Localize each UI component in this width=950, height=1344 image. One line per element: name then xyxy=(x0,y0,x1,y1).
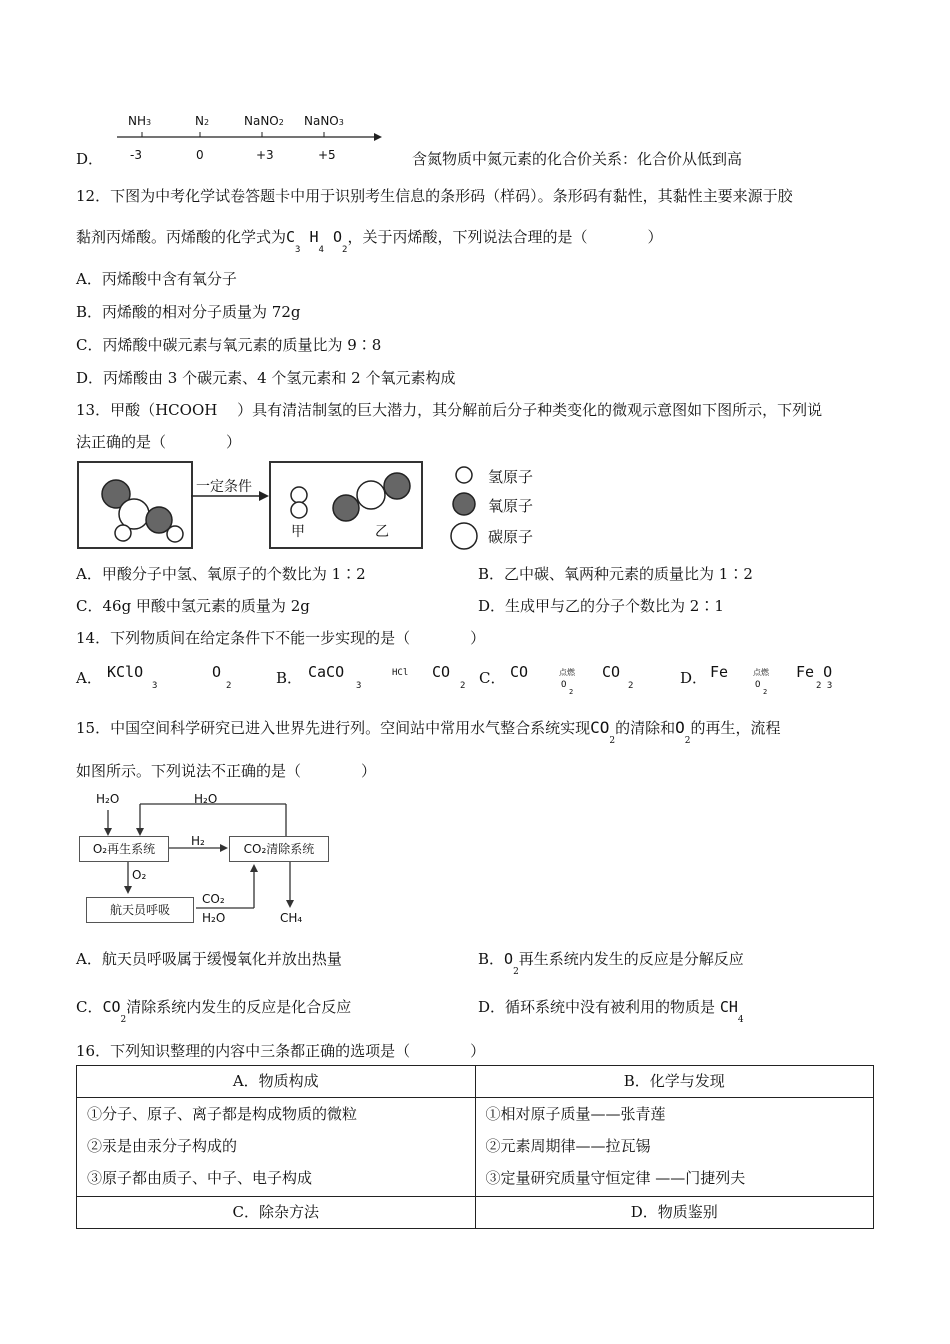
q12-option-a: A．丙烯酸中含有氧分子 xyxy=(76,270,237,288)
table-b-item: ①相对原子质量——张青莲 xyxy=(485,1105,666,1123)
valence-nano2: +3 xyxy=(256,148,274,162)
q14-d-label: D． xyxy=(680,669,708,687)
axis-item-nh3: NH3 xyxy=(128,114,152,128)
q13-option-a: A．甲酸分子中氢、氧原子的个数比为 1∶2 xyxy=(76,565,366,583)
valence-nh3: -3 xyxy=(130,148,142,162)
q14-b-to-sub: 2 xyxy=(460,681,466,691)
legend-hydrogen: 氢原子 xyxy=(488,468,534,486)
legend-carbon: 碳原子 xyxy=(488,528,534,546)
q15-stem-line1: 15．中国空间科学研究已进入世界先进行列。空间站中常用水气整合系统实现$CO_2$的清除和$O_2$的再生，流程 xyxy=(76,718,781,746)
q14-d-condition-sub: 2 xyxy=(763,688,768,696)
q14-c-label: C． xyxy=(479,669,506,687)
axis-item-n2: N2 xyxy=(195,114,210,128)
table-a-item: ①分子、原子、离子都是构成物质的微粒 xyxy=(87,1105,358,1123)
acrylic-acid-formula: $C_3$ $H_4$ $O_2$ xyxy=(286,228,348,255)
q13-option-c: C．46g 甲酸中氢元素的质量为 2g xyxy=(76,597,310,615)
o2-regeneration-system: O₂再生系统 xyxy=(79,836,169,862)
q14-a-label: A． xyxy=(76,669,102,687)
table-head-c: C．除杂方法 xyxy=(77,1197,476,1229)
q11-caption: 含氮物质中氮元素的化合价关系：化合价从低到高 xyxy=(412,150,743,168)
table-head-b: B．化学与发现 xyxy=(475,1066,874,1098)
q16-stem: 16．下列知识整理的内容中三条都正确的选项是（ ） xyxy=(76,1042,486,1060)
valence-n2: 0 xyxy=(196,148,204,162)
flow-h2o-top-mid: H₂O xyxy=(194,792,218,806)
axis-item-nano2: NaNO2 xyxy=(244,114,284,128)
q14-d-from: Fe xyxy=(710,663,729,681)
co2-removal-system: CO₂清除系统 xyxy=(229,836,329,862)
q15-option-d: D．循环系统中没有被利用的物质是 $CH_4$ xyxy=(478,998,744,1025)
valence-nano3: +5 xyxy=(318,148,336,162)
flow-h2-label: H₂ xyxy=(191,834,205,848)
table-cell-b xyxy=(475,1098,874,1197)
flow-h2o-top-left: H₂O xyxy=(96,792,120,806)
q14-b-from-sub: 3 xyxy=(356,681,362,691)
q14-c-condition-sub: 2 xyxy=(569,688,574,696)
q14-c-to: CO xyxy=(602,663,621,681)
q14-b-to: CO xyxy=(432,663,451,681)
q14-c-condition-top: 点燃 xyxy=(559,668,575,677)
q14-a-to-sub: 2 xyxy=(226,681,232,691)
q12-option-d: D．丙烯酸由 3 个碳元素、4 个氢元素和 2 个氧元素构成 xyxy=(76,369,456,387)
q14-d-to: Fe O xyxy=(796,663,833,681)
label-jia: 甲 xyxy=(291,524,305,540)
q14-c-condition-bottom: O xyxy=(561,680,567,690)
q15-stem-line2: 如图所示。下列说法不正确的是（ ） xyxy=(76,762,377,780)
q15-option-c: C．$CO_2$清除系统内发生的反应是化合反应 xyxy=(76,998,352,1025)
table-a-item: ②汞是由汞分子构成的 xyxy=(87,1137,238,1155)
flow-co2-label: CO₂ xyxy=(202,892,225,906)
q11-option-d-label: D． xyxy=(76,150,104,168)
q14-c-to-sub: 2 xyxy=(628,681,634,691)
table-b-item: ②元素周期律——拉瓦锡 xyxy=(485,1137,651,1155)
q13-stem-line2: 法正确的是（ ） xyxy=(76,433,242,451)
q15-option-b: B．$O_2$再生系统内发生的反应是分解反应 xyxy=(478,950,744,977)
label-yi: 乙 xyxy=(375,524,389,540)
q12-option-c: C．丙烯酸中碳元素与氧元素的质量比为 9∶8 xyxy=(76,336,382,354)
flow-o2-label: O₂ xyxy=(132,868,147,882)
table-a-item: ③原子都由质子、中子、电子构成 xyxy=(87,1169,313,1187)
q12-stem-prefix: 黏剂丙烯酸。丙烯酸的化学式为 xyxy=(76,228,287,246)
q14-a-from-sub: 3 xyxy=(152,681,158,691)
q14-a-to: O xyxy=(212,663,222,681)
q14-c-from: CO xyxy=(510,663,529,681)
flow-h2o-bottom: H₂O xyxy=(202,911,226,925)
astronaut-respiration: 航天员呼吸 xyxy=(86,897,194,923)
product-box xyxy=(269,461,423,549)
legend-oxygen: 氧原子 xyxy=(488,497,534,515)
table-cell-a xyxy=(77,1098,476,1197)
knowledge-table xyxy=(76,1065,874,1229)
q14-b-label: B． xyxy=(276,669,303,687)
table-head-a: A．物质构成 xyxy=(77,1066,476,1098)
q12-stem-suffix: ，关于丙烯酸，下列说法合理的是（ ） xyxy=(347,228,663,246)
table-head-d: D．物质鉴别 xyxy=(475,1197,874,1229)
reactant-box xyxy=(77,461,193,549)
q13-stem-line1: 13．甲酸（HCOOH ）具有清洁制氢的巨大潜力，其分解前后分子种类变化的微观示意图如下图所示，下列说 xyxy=(76,401,823,419)
q14-b-from: CaCO xyxy=(308,663,345,681)
q14-a-from: KClO xyxy=(107,663,144,681)
q14-d-condition-top: 点燃 xyxy=(753,668,769,677)
q14-d-to-sub: 2 3 xyxy=(816,681,833,691)
q12-stem-line2 xyxy=(76,226,663,255)
q13-option-b: B．乙中碳、氧两种元素的质量比为 1∶2 xyxy=(478,565,753,583)
flow-ch4-label: CH₄ xyxy=(280,911,303,925)
q13-option-d: D．生成甲与乙的分子个数比为 2∶1 xyxy=(478,597,724,615)
formic-acid-molecule xyxy=(79,463,191,547)
q14-b-condition: HCl xyxy=(392,668,409,678)
legend-symbols xyxy=(450,464,484,552)
q14-d-condition-bottom: O xyxy=(755,680,761,690)
q12-stem-line1: 12．下图为中考化学试卷答题卡中用于识别考生信息的条形码（样码）。条形码有黏性，其黏性主要来源于胶 xyxy=(76,187,793,205)
q15-option-a: A．航天员呼吸属于缓慢氧化并放出热量 xyxy=(76,950,342,968)
q14-stem: 14．下列物质间在给定条件下不能一步实现的是（ ） xyxy=(76,629,486,647)
arrow-condition-label: 一定条件 xyxy=(196,479,252,495)
q12-option-b: B．丙烯酸的相对分子质量为 72g xyxy=(76,303,301,321)
table-b-item: ③定量研究质量守恒定律 ——门捷列夫 xyxy=(485,1169,746,1187)
axis-item-nano3: NaNO3 xyxy=(304,114,344,128)
